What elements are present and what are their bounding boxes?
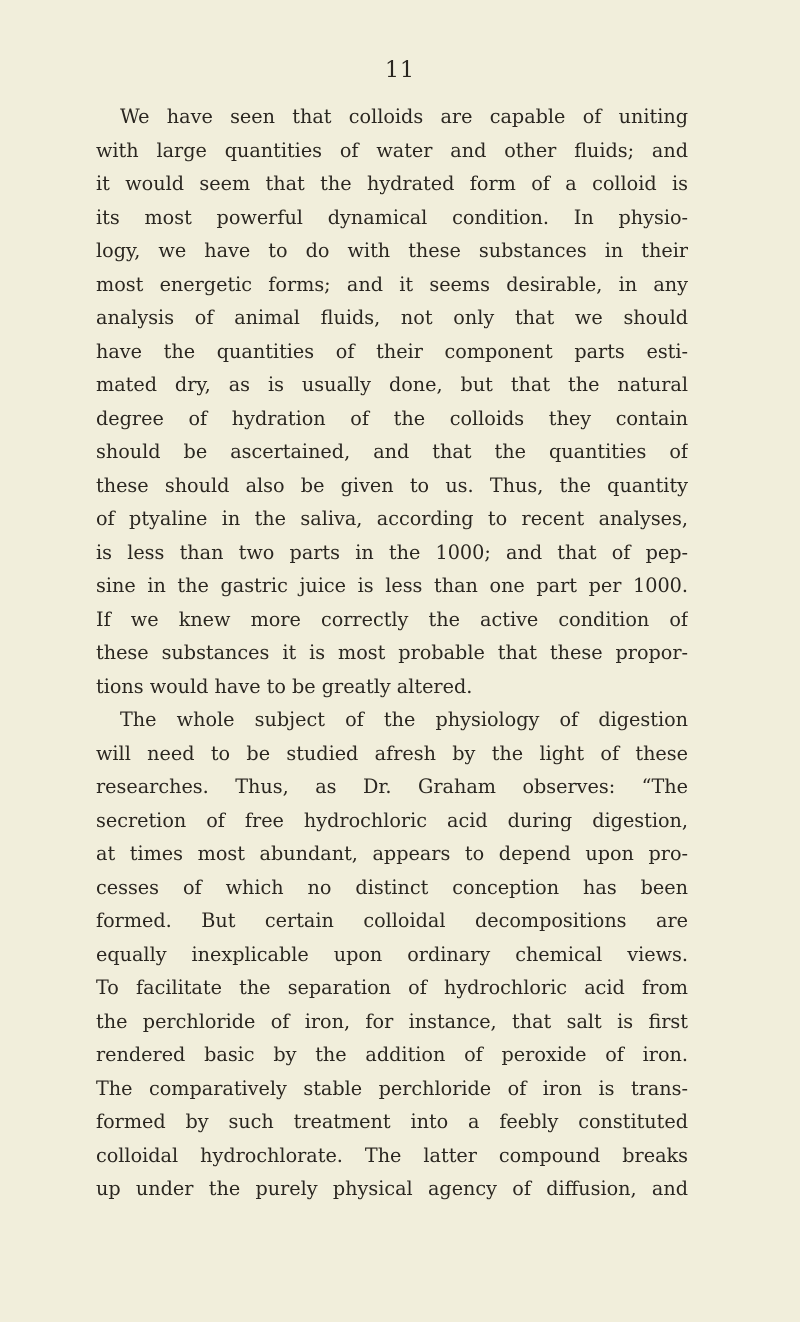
text-line: The comparatively stable perchloride of iron is trans- [96, 1076, 688, 1100]
text-line: formed by such treatment into a feebly constituted [96, 1110, 688, 1133]
text-line: equally inexplicable upon ordinary chemical views. [96, 942, 688, 966]
text-line: of ptyaline in the saliva, according to recent analyses, [96, 507, 688, 530]
text-line: have the quantities of their component parts esti- [96, 339, 688, 363]
text-line: at times most abundant, appears to depend upon pro- [96, 842, 688, 865]
text-line: should be ascertained, and that the quantities of [96, 440, 688, 463]
text-line: with large quantities of water and other fluids; and [96, 138, 688, 162]
text-line: If we knew more correctly the active condition of [96, 607, 688, 631]
text-line: will need to be studied afresh by the light of these [96, 741, 688, 765]
text-line: logy, we have to do with these substances in their [96, 239, 688, 262]
text-line: analysis of animal fluids, not only that we should [96, 306, 688, 329]
text-line: cesses of which no distinct conception has been [96, 875, 688, 899]
text-line: sine in the gastric juice is less than one part per 1000. [96, 574, 688, 597]
text-line: these substances it is most probable that these propor- [96, 641, 688, 664]
body-text [96, 100, 688, 1206]
text-line: secretion of free hydrochloric acid during digestion, [96, 808, 688, 832]
text-line: up under the purely physical agency of diffusion, and [96, 1177, 688, 1200]
text-line: tions would have to be greatly altered. [96, 674, 473, 698]
text-line: the perchloride of iron, for instance, that salt is first [96, 1009, 688, 1033]
text-line: its most powerful dynamical condition. In physio- [96, 205, 688, 229]
text-line: To facilitate the separation of hydrochloric acid from [96, 976, 688, 999]
text-line: it would seem that the hydrated form of a colloid is [96, 172, 688, 195]
text-line: formed. But certain colloidal decompositions are [96, 909, 688, 932]
text-line: rendered basic by the addition of peroxide of iron. [96, 1043, 688, 1066]
text-line: researches. Thus, as Dr. Graham observes: “The [96, 775, 688, 798]
text-line: We have seen that colloids are capable of uniting [120, 105, 688, 128]
text-line: The whole subject of the physiology of digestion [120, 708, 688, 731]
page-number: 11 [385, 58, 415, 83]
text-line: degree of hydration of the colloids they contain [96, 406, 688, 430]
text-line: these should also be given to us. Thus, the quantity [96, 473, 688, 497]
text-line: mated dry, as is usually done, but that the natural [96, 373, 688, 396]
text-line: is less than two parts in the 1000; and that of pep- [96, 540, 688, 564]
text-line: most energetic forms; and it seems desirable, in any [96, 272, 688, 296]
text-line: colloidal hydrochlorate. The latter compound breaks [96, 1143, 688, 1167]
